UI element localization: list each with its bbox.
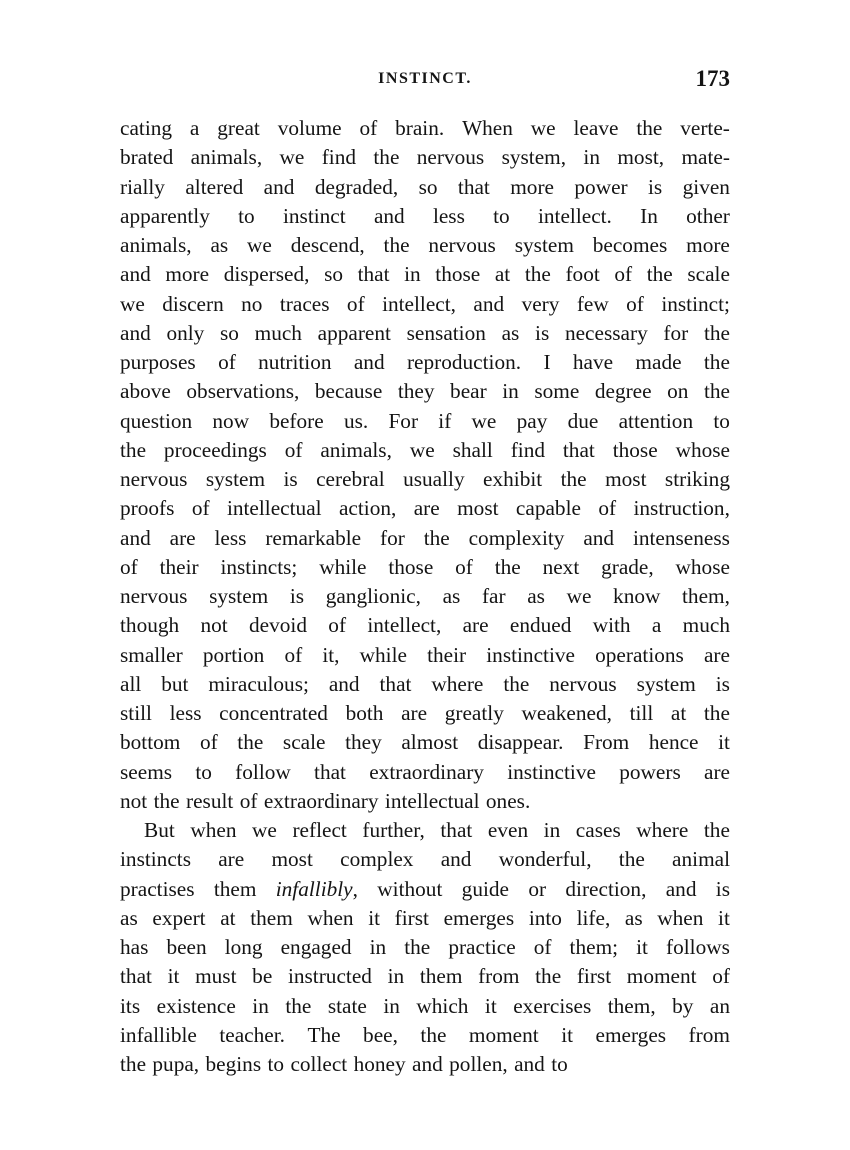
text-line: apparently to instinct and less to intellect. In other	[120, 203, 730, 228]
running-head	[120, 66, 730, 96]
paragraph	[120, 816, 730, 1079]
text-line: has been long engaged in the practice of them; it follows	[120, 935, 730, 959]
text-line: above observations, because they bear in some degree on the	[120, 379, 730, 404]
text-line: bottom of the scale they almost disappear. From hence it	[120, 730, 730, 755]
text-line: infallible teacher. The bee, the moment it emerges from	[120, 1022, 730, 1047]
text-line: though not devoid of intellect, are endued with a much	[120, 613, 730, 638]
page-number: 173	[695, 66, 730, 91]
text-line: still less concentrated both are greatly weakened, till at the	[120, 701, 730, 725]
text-line: seems to follow that extraordinary instinctive powers are	[120, 759, 730, 784]
text-line: nervous system is cerebral usually exhibit the most striking	[120, 467, 730, 491]
paragraph	[120, 114, 730, 816]
text-line: brated animals, we find the nervous system, in most, mate-	[120, 145, 730, 170]
text-line: instincts are most complex and wonderful, the animal	[120, 847, 730, 872]
text-line: practises them infallibly, without guide or direction, and is	[120, 876, 730, 901]
text-line: and more dispersed, so that in those at the foot of the scale	[120, 262, 730, 287]
text-line: animals, as we descend, the nervous system becomes more	[120, 233, 730, 257]
text-line: that it must be instructed in them from the first moment of	[120, 964, 730, 989]
text-line: question now before us. For if we pay due attention to	[120, 408, 730, 433]
body-text	[120, 114, 730, 1079]
text-line: all but miraculous; and that where the nervous system is	[120, 671, 730, 696]
text-line: the pupa, begins to collect honey and pollen, and to	[120, 1052, 568, 1076]
text-line: But when we reflect further, that even in cases where the	[144, 818, 730, 842]
text-line: as expert at them when it first emerges into life, as when it	[120, 905, 730, 930]
text-line: cating a great volume of brain. When we leave the verte-	[120, 116, 730, 140]
running-head-title: INSTINCT.	[378, 70, 472, 87]
text-line: we discern no traces of intellect, and very few of instinct;	[120, 291, 730, 316]
text-line: of their instincts; while those of the next grade, whose	[120, 554, 730, 579]
text-line: its existence in the state in which it exercises them, by an	[120, 993, 730, 1018]
text-line: the proceedings of animals, we shall find that those whose	[120, 437, 730, 462]
text-line: purposes of nutrition and reproduction. I have made the	[120, 350, 730, 374]
text-line: and are less remarkable for the complexity and intenseness	[120, 525, 730, 550]
text-line: proofs of intellectual action, are most capable of instruction,	[120, 496, 730, 521]
text-line: nervous system is ganglionic, as far as we know them,	[120, 584, 730, 608]
text-line: and only so much apparent sensation as is necessary for the	[120, 320, 730, 345]
text-line: not the result of extraordinary intellectual ones.	[120, 788, 531, 813]
text-line: rially altered and degraded, so that more power is given	[120, 174, 730, 199]
text-line: smaller portion of it, while their instinctive operations are	[120, 642, 730, 667]
